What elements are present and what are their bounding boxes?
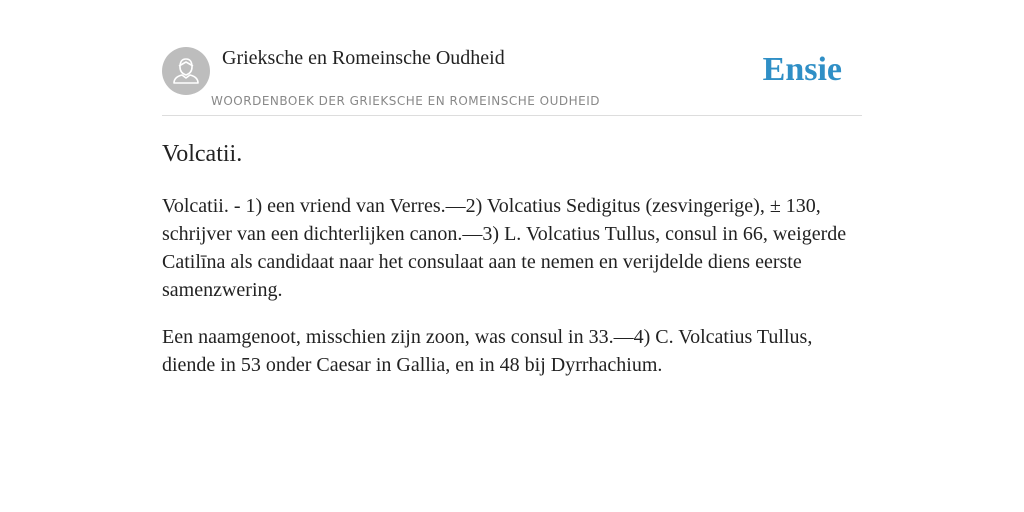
source-title-link[interactable]: Grieksche en Romeinsche Oudheid (222, 47, 505, 69)
entry-paragraph: Volcatii. - 1) een vriend van Verres.—2) Volcatius Sedigitus (zesvingerige), ± 130, schrijver van een dichterlijken canon.—3) L. Volcatius Tullus, consul in 66, weigerde Catilīna als candidaat naar het consulaat aan te nemen en verijdelde diens eerste samenzwering. (162, 195, 847, 301)
entry-title: Volcatii. (162, 141, 243, 167)
user-icon[interactable] (162, 47, 210, 95)
entry-body (162, 192, 862, 398)
entry-paragraph: Een naamgenoot, misschien zijn zoon, was consul in 33.—4) C. Volcatius Tullus, diende in 53 onder Caesar in Gallia, en in 48 bij Dyrrhachium. (162, 326, 813, 376)
page-header (162, 46, 862, 116)
ensie-logo-link[interactable]: Ensie (762, 51, 842, 88)
source-subtitle: WOORDENBOEK DER GRIEKSCHE EN ROMEINSCHE OUDHEID (211, 94, 601, 108)
